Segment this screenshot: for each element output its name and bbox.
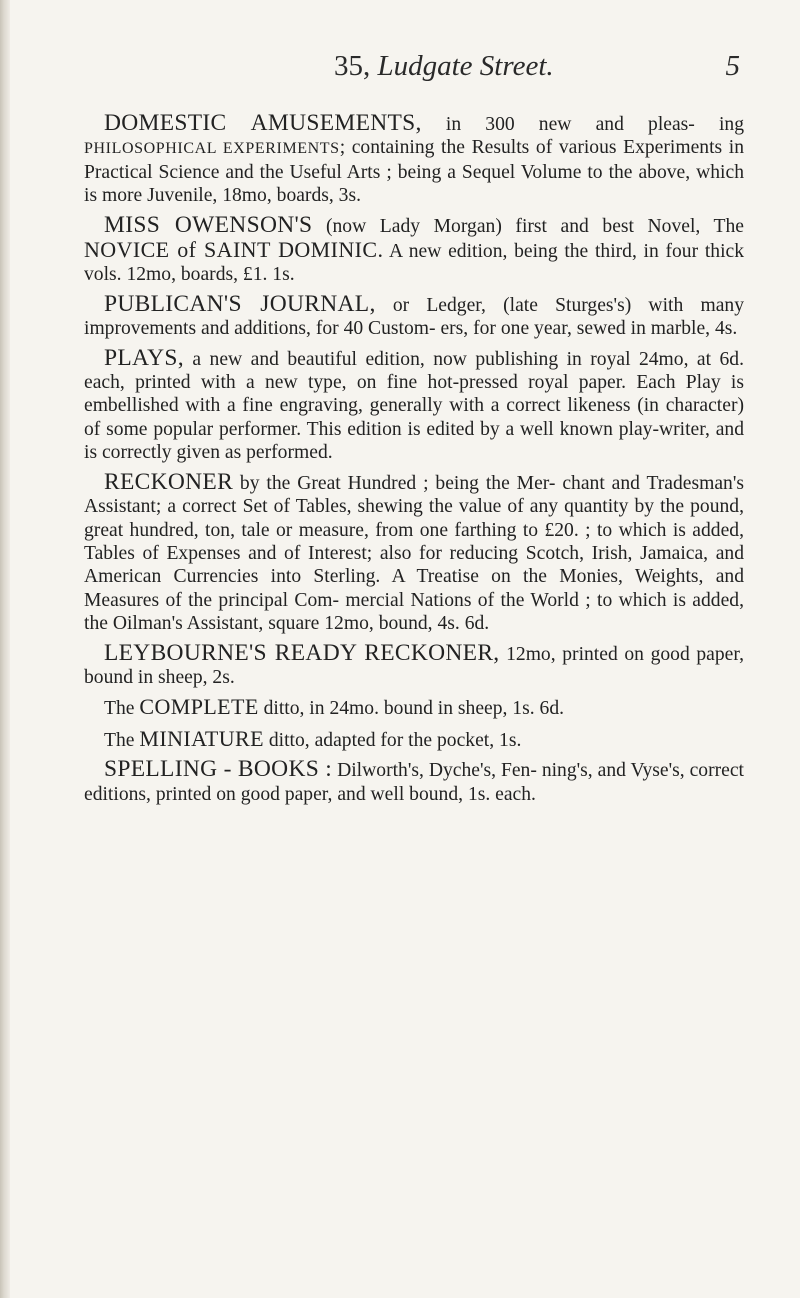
entry-miniature-ditto xyxy=(84,727,744,752)
entry-text: ditto, adapted for the pocket, 1s. xyxy=(263,729,522,751)
page-gutter-shadow xyxy=(0,0,10,1298)
entry-caps: COMPLETE xyxy=(139,694,259,720)
header-address xyxy=(334,50,554,83)
header-number: 35, xyxy=(334,50,371,82)
entry-title: PUBLICAN'S JOURNAL, xyxy=(104,290,376,317)
entry-domestic-amusements xyxy=(84,112,744,208)
entry-title: LEYBOURNE'S READY RECKONER, xyxy=(104,639,500,666)
entry-text: 12mo, printed on good paper, bound in sheep, 2s. xyxy=(84,643,744,688)
running-header xyxy=(84,50,744,90)
entry-small-caps: PHILOSOPHICAL EXPERIMENTS xyxy=(84,140,340,158)
entry-spelling-books xyxy=(84,758,744,806)
entry-title: PLAYS, xyxy=(104,344,184,371)
entry-title: MISS OWENSON'S xyxy=(104,211,313,238)
entry-caps: NOVICE of SAINT DOMINIC. xyxy=(84,237,384,263)
entry-title: SPELLING - BOOKS : xyxy=(104,756,333,783)
entry-plays xyxy=(84,344,744,465)
entry-text: The xyxy=(104,729,140,751)
entry-text: a new and beautiful edition, now publishing in royal 24mo, at 6d. each, printed with a new type, on fine hot-pressed royal paper. Each Play is embellished with a fine engraving, generally with a correct likeness (in character) of some popular performer. This edition is edited by a well known play-writer, and is correctly given as performed. xyxy=(84,348,744,464)
entry-text: ditto, in 24mo. bound in sheep, 1s. 6d. xyxy=(258,698,565,720)
entry-text: ; containing the Results of various Experiments in Practical Science and the Useful Arts ; being a Sequel Volume to the above, which is more Juvenile, 18mo, boards, 3s. xyxy=(84,137,744,207)
catalogue-listing xyxy=(84,112,744,812)
entry-complete-ditto xyxy=(84,695,744,720)
entry-title: DOMESTIC AMUSEMENTS, xyxy=(104,110,422,136)
entry-publicans-journal xyxy=(84,290,744,341)
entry-text: or Ledger, (late Sturges's) with many improvements and additions, for 40 Custom- ers, for one year, sewed in marble, 4s. xyxy=(84,294,744,340)
entry-text: by the Great Hundred ; being the Mer- chant and Tradesman's Assistant; a correct Set of Tables, shewing the value of any quantity by the pound, great hundred, ton, tale or measure, from one farthing to £20. ; to which is added, Tables of Expenses and of Interest; also for reducing Scotch, Irish, Jamaica, and American Currencies into Sterling. A Treatise on the Monies, Weights, and Measures of the principal Com- mercial Nations of the World ; to which is added, the Oilman's Assistant, square 12mo, bound, 4s. 6d. xyxy=(84,472,744,635)
entry-text: Dilworth's, Dyche's, Fen- ning's, and Vyse's, correct editions, printed on good paper, and well bound, 1s. each. xyxy=(84,760,744,805)
header-street: Ludgate Street. xyxy=(377,50,554,82)
entry-caps: MINIATURE xyxy=(139,725,264,751)
entry-text: The xyxy=(104,698,140,720)
page-number: 5 xyxy=(725,50,740,82)
entry-text: (now Lady Morgan) first and best Novel, The xyxy=(312,215,744,237)
entry-text: A new edition, being the third, in four thick vols. 12mo, boards, £1. 1s. xyxy=(84,241,744,286)
entry-leybournes-reckoner xyxy=(84,639,744,690)
entry-miss-owenson xyxy=(84,211,744,287)
entry-title: RECKONER xyxy=(104,468,234,495)
entry-text: in 300 new and pleas- ing xyxy=(421,114,744,135)
entry-reckoner xyxy=(84,468,744,636)
